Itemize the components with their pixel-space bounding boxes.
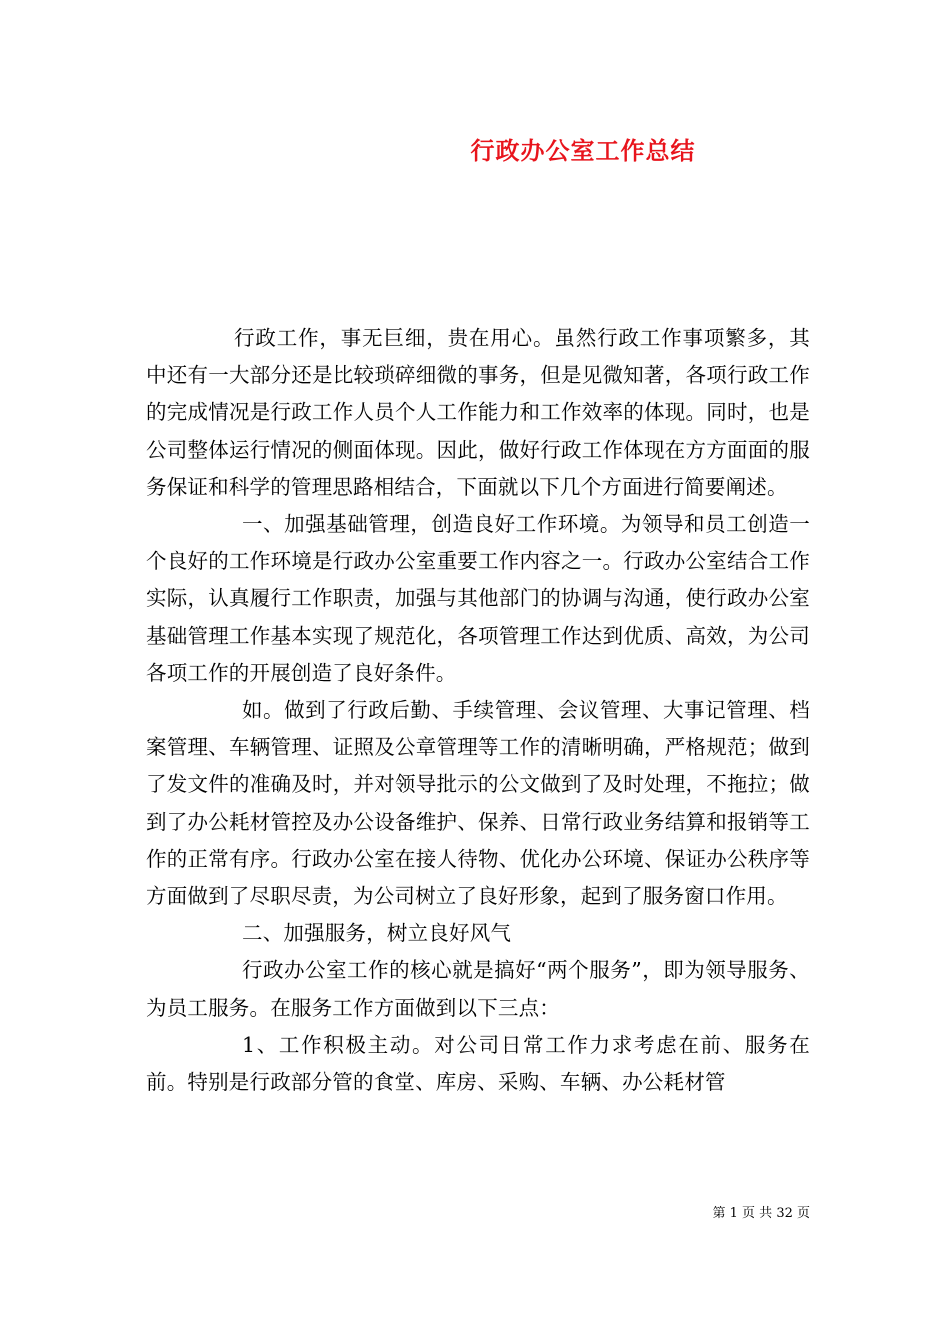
paragraph-intro: 行政工作，事无巨细，贵在用心。虽然行政工作事项繁多，其中还有一大部分还是比较琐碎细微的事务，但是见微知著，各项行政工作的完成情况是行政工作人员个人工作能力和工作效率的体现。同时，也是公司整体运行情况的侧面体现。因此，做好行政工作体现在方方面面的服务保证和科学的管理思路相结合，下面就以下几个方面进行简要阐述。 <box>146 326 810 499</box>
section-heading-2: 二、加强服务，树立良好风气 <box>242 921 512 946</box>
paragraph-services: 行政办公室工作的核心就是搞好“两个服务”，即为领导服务、为员工服务。在服务工作方面做到以下三点： <box>146 958 810 1020</box>
paragraph-section-1: 一、加强基础管理，创造良好工作环境。为领导和员工创造一个良好的工作环境是行政办公室重要工作内容之一。行政办公室结合工作实际，认真履行工作职责，加强与其他部门的协调与沟通，使行政办公室基础管理工作基本实现了规范化，各项管理工作达到优质、高效，为公司各项工作的开展创造了良好条件。 <box>146 512 810 685</box>
paragraph-examples: 如。做到了行政后勤、手续管理、会议管理、大事记管理、档案管理、车辆管理、证照及公章管理等工作的清晰明确，严格规范；做到了发文件的准确及时，并对领导批示的公文做到了及时处理，不拖拉；做到了办公耗材管控及办公设备维护、保养、日常行政业务结算和报销等工作的正常有序。行政办公室在接人待物、优化办公环境、保证办公秩序等方面做到了尽职尽责，为公司树立了良好形象，起到了服务窗口作用。 <box>146 698 810 909</box>
paragraph-point-1: 1、工作积极主动。对公司日常工作力求考虑在前、服务在前。特别是行政部分管的食堂、库房、采购、车辆、办公耗材管 <box>146 1032 810 1095</box>
document-body <box>146 320 810 1101</box>
page-title: 行政办公室工作总结 <box>470 136 696 165</box>
page-number-footer: 第 1 页 共 32 页 <box>712 1206 810 1221</box>
